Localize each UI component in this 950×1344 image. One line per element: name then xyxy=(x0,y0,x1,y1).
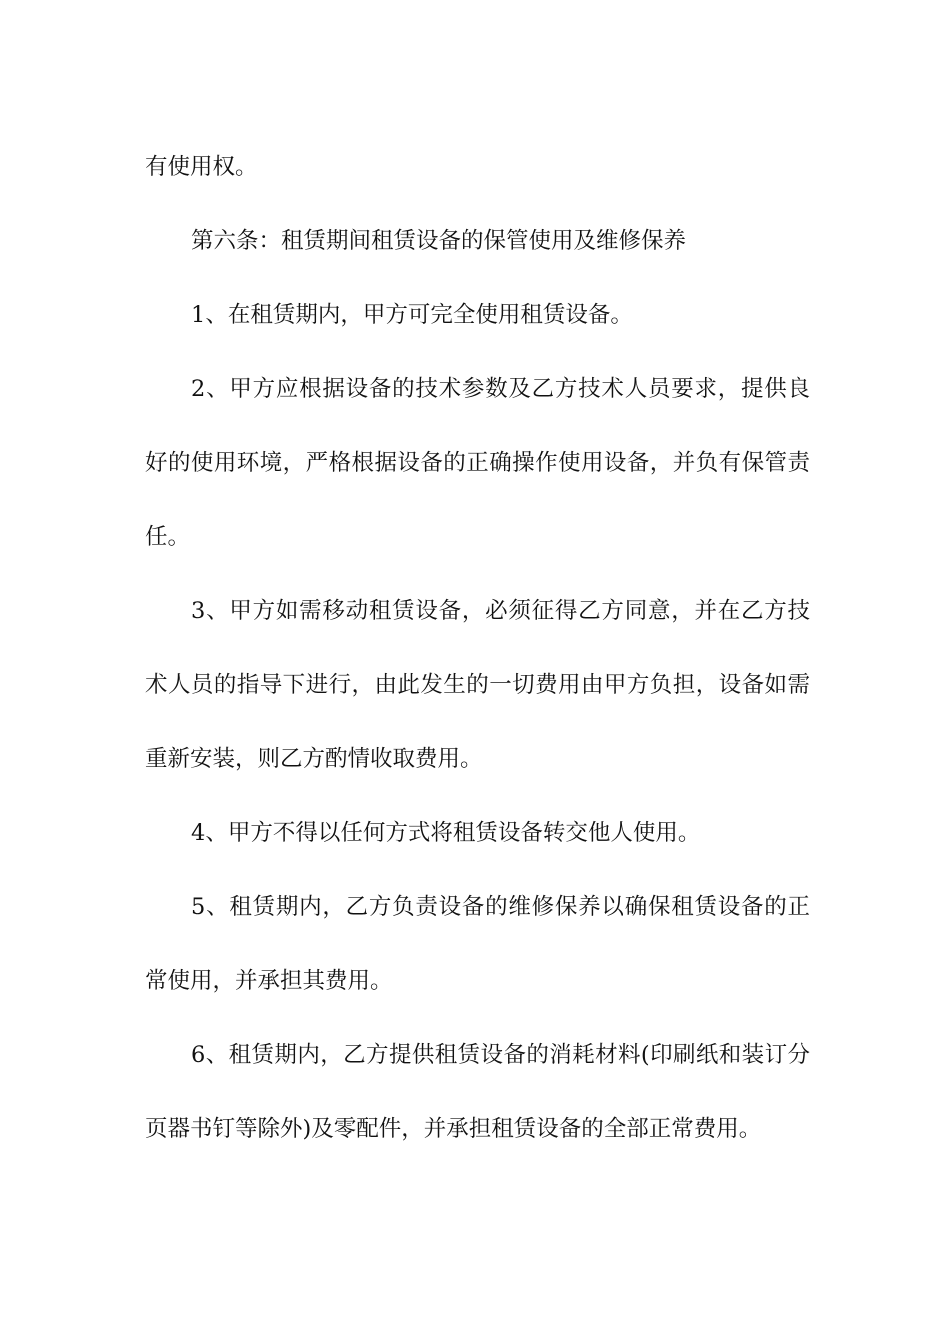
clause-6: 6、租赁期内，乙方提供租赁设备的消耗材料(印刷纸和装订分页器书钉等除外)及零配件，并承担租赁设备的全部正常费用。 xyxy=(145,1042,810,1142)
article-heading: 第六条：租赁期间租赁设备的保管使用及维修保养 xyxy=(191,228,687,254)
clause-3: 3、甲方如需移动租赁设备，必须征得乙方同意，并在乙方技术人员的指导下进行，由此发生的一切费用由甲方负担，设备如需重新安装，则乙方酌情收取费用。 xyxy=(145,598,810,772)
clause-4: 4、甲方不得以任何方式将租赁设备转交他人使用。 xyxy=(191,820,701,846)
clause-2: 2、甲方应根据设备的技术参数及乙方技术人员要求，提供良好的使用环境，严格根据设备的正确操作使用设备，并负有保管责任。 xyxy=(145,376,810,550)
paragraph-continuation: 有使用权。 xyxy=(145,154,258,180)
clause-5: 5、租赁期内，乙方负责设备的维修保养以确保租赁设备的正常使用，并承担其费用。 xyxy=(145,894,810,994)
document-body xyxy=(145,130,810,1166)
clause-1: 1、在租赁期内，甲方可完全使用租赁设备。 xyxy=(191,302,633,328)
